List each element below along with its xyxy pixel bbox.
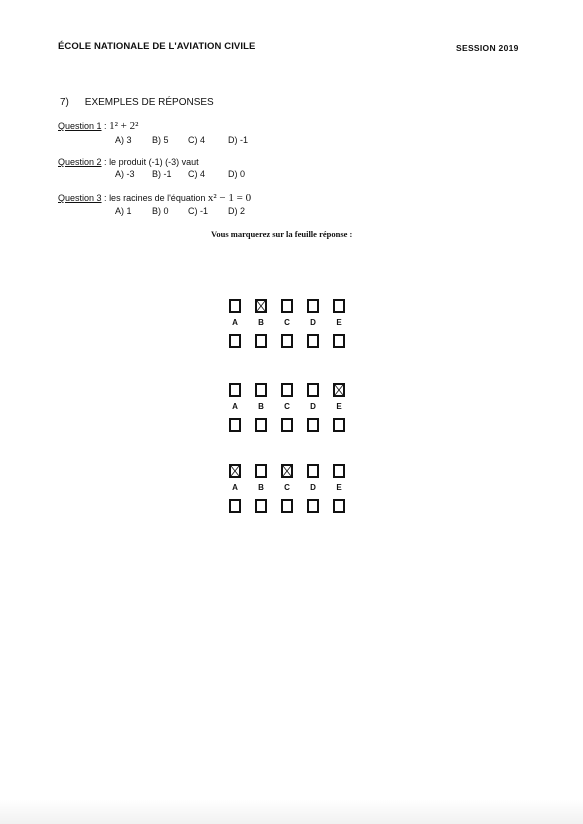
checkbox-e[interactable] — [333, 464, 345, 478]
choice-letter-a: A — [232, 318, 238, 327]
question-text: le produit (-1) (-3) vaut — [109, 157, 199, 167]
instruction-text: Vous marquerez sur la feuille réponse : — [211, 229, 353, 239]
correction-box-e[interactable] — [333, 499, 345, 513]
correction-box-b[interactable] — [255, 418, 267, 432]
choice-letter-c: C — [284, 402, 290, 411]
question-label: Question 2 — [58, 157, 102, 167]
question-separator: : — [101, 121, 107, 131]
cross-mark-icon — [231, 466, 239, 476]
answer-option: B) 0 — [152, 206, 169, 216]
answer-option: A) -3 — [115, 169, 135, 179]
section-number: 7) — [60, 97, 69, 108]
answer-option: C) 4 — [188, 135, 206, 145]
question-math: 1² + 2² — [109, 120, 139, 132]
checkbox-c[interactable] — [281, 383, 293, 397]
checkbox-a[interactable] — [229, 383, 241, 397]
correction-box-c[interactable] — [281, 499, 293, 513]
correction-box-d[interactable] — [307, 418, 319, 432]
answer-option: A) 1 — [115, 206, 132, 216]
school-name: ÉCOLE NATIONALE DE L'AVIATION CIVILE — [58, 41, 256, 52]
choice-letter-a: A — [232, 483, 238, 492]
answer-option: D) 2 — [228, 206, 246, 216]
question-1 — [58, 120, 138, 132]
answer-option: D) -1 — [228, 135, 248, 145]
question-separator: : — [101, 157, 107, 167]
checkbox-marked-e[interactable] — [333, 383, 345, 397]
question-separator: : — [101, 193, 107, 203]
choice-letter-c: C — [284, 483, 290, 492]
choice-letter-b: B — [258, 318, 264, 327]
cross-mark-icon — [257, 301, 265, 311]
choice-letter-e: E — [336, 483, 342, 492]
choice-letter-c: C — [284, 318, 290, 327]
choice-letter-d: D — [310, 483, 316, 492]
question-2 — [58, 157, 199, 167]
answer-option: C) 4 — [188, 169, 206, 179]
answer-option: B) -1 — [152, 169, 172, 179]
cross-mark-icon — [283, 466, 291, 476]
checkbox-marked-c[interactable] — [281, 464, 293, 478]
correction-box-d[interactable] — [307, 334, 319, 348]
section-heading — [60, 97, 214, 108]
checkbox-marked-b[interactable] — [255, 299, 267, 313]
session-label: SESSION 2019 — [456, 43, 519, 53]
correction-box-a[interactable] — [229, 334, 241, 348]
question-label: Question 1 — [58, 121, 102, 131]
correction-box-e[interactable] — [333, 334, 345, 348]
checkbox-d[interactable] — [307, 464, 319, 478]
checkbox-d[interactable] — [307, 299, 319, 313]
choice-letter-d: D — [310, 402, 316, 411]
section-title: EXEMPLES DE RÉPONSES — [84, 97, 214, 108]
choice-letter-a: A — [232, 402, 238, 411]
question-text: les racines de l'équation — [109, 193, 206, 203]
choice-letter-e: E — [336, 402, 342, 411]
cross-mark-icon — [335, 385, 343, 395]
checkbox-b[interactable] — [255, 464, 267, 478]
correction-box-d[interactable] — [307, 499, 319, 513]
checkbox-c[interactable] — [281, 299, 293, 313]
correction-box-e[interactable] — [333, 418, 345, 432]
question-3 — [58, 192, 251, 204]
correction-box-b[interactable] — [255, 334, 267, 348]
checkbox-d[interactable] — [307, 383, 319, 397]
question-label: Question 3 — [58, 193, 102, 203]
correction-box-c[interactable] — [281, 334, 293, 348]
answer-option: D) 0 — [228, 169, 246, 179]
answer-option: A) 3 — [115, 135, 132, 145]
answer-option: B) 5 — [152, 135, 169, 145]
answer-option: C) -1 — [188, 206, 208, 216]
choice-letter-b: B — [258, 402, 264, 411]
choice-letter-b: B — [258, 483, 264, 492]
checkbox-e[interactable] — [333, 299, 345, 313]
question-math: x² − 1 = 0 — [207, 192, 252, 204]
correction-box-a[interactable] — [229, 418, 241, 432]
checkbox-a[interactable] — [229, 299, 241, 313]
choice-letter-d: D — [310, 318, 316, 327]
checkbox-marked-a[interactable] — [229, 464, 241, 478]
correction-box-a[interactable] — [229, 499, 241, 513]
correction-box-c[interactable] — [281, 418, 293, 432]
checkbox-b[interactable] — [255, 383, 267, 397]
choice-letter-e: E — [336, 318, 342, 327]
correction-box-b[interactable] — [255, 499, 267, 513]
